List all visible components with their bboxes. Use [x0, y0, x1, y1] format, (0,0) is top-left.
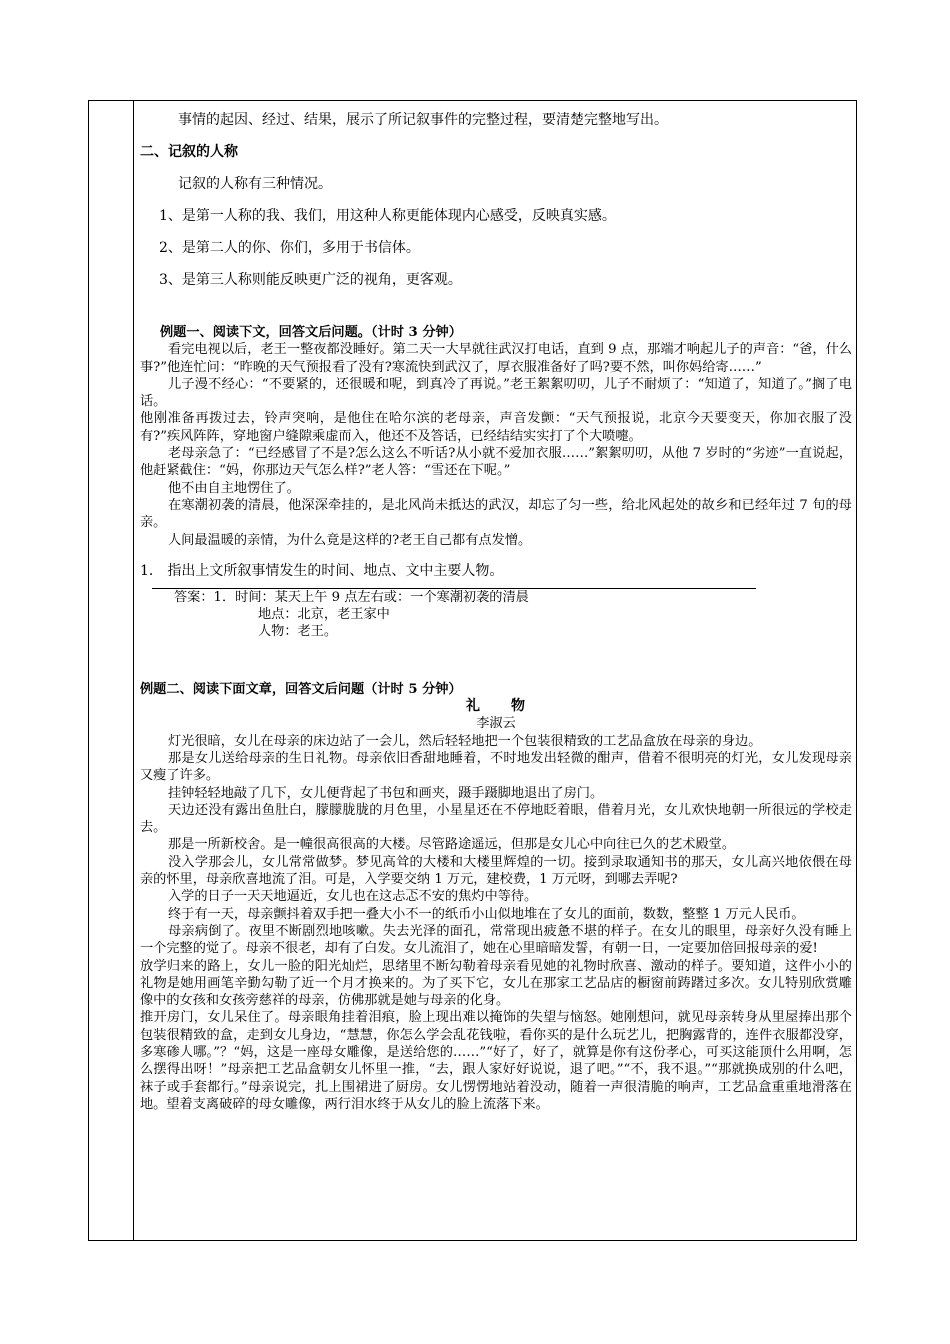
- story-paragraph: 那是一所新校舍。是一幢很高很高的大楼。尽管路途遥远，但那是女儿心中向往已久的艺术殿堂。: [168, 837, 736, 853]
- section1-line: 事情的起因、经过、结果，展示了所记叙事件的完整过程，要清楚完整地写出。: [178, 112, 668, 128]
- answer-time: 答案：1．时间：某天上午 9 点左右或：一个寒潮初袭的清晨: [174, 589, 529, 605]
- story-paragraph: 天边还没有露出鱼肚白，朦朦胧胧的月色里，小星星还在不停地眨着眼，借着月光，女儿欢快地朝一所很远的学校走去。: [140, 802, 852, 836]
- section2-item-3: 3、是第三人称则能反映更广泛的视角，更客观。: [159, 272, 462, 288]
- example1-paragraph: 看完电视以后，老王一整夜都没睡好。第二天一大早就往武汉打电话，直到 9 点，那端才响起儿子的声音：“爸，什么事?”他连忙问：“昨晚的天气预报看了没有?寒流快到武汉了，厚衣服准备好了吗?要不然，叫你妈给寄……”: [140, 342, 852, 375]
- story-paragraph: 没入学那会儿，女儿常常做梦。梦见高耸的大楼和大楼里辉煌的一切。接到录取通知书的那天，女儿高兴地依偎在母亲的怀里，母亲欣喜地流了泪。可是，入学要交纳 1 万元，建校费，1 万元呀，到哪去弄呢?: [140, 854, 852, 888]
- story-paragraph: 推开房门，女儿呆住了。母亲眼角挂着泪痕，脸上现出难以掩饰的失望与恼怒。她刚想问，就见母亲转身从里屋捧出那个包装很精致的盒，走到女儿身边，“慧慧，你怎么学会乱花钱啦，看你买的是什么玩艺儿，把胸露背的，连件衣服都没穿，多寒碜人哪。”？“妈，这是一座母女雕像，是送给您的……”“好了，好了，就算是你有这份孝心，可买这能顶什么用啊，怎么摆得出呀！”母亲把工艺品盒朝女儿怀里一推，“去，跟人家好好说说，退了吧。”“不，我不退。”“那就换成别的什么吧，袜子或手套都行。”母亲说完，扎上围裙进了厨房。女儿愣愣地站着没动，随着一声很清脆的响声，工艺品盒重重地滑落在地。望着支离破碎的母女雕像，两行泪水终于从女儿的脸上流落下来。: [140, 1010, 852, 1112]
- story-paragraph: 入学的日子一天天地逼近，女儿也在这忐忑不安的焦灼中等待。: [168, 889, 538, 905]
- story-title: 礼 物: [466, 698, 526, 715]
- example1-paragraph: 他不由自主地愣住了。: [168, 480, 300, 496]
- story-paragraph: 母亲病倒了。夜里不断剧烈地咳嗽。失去光泽的面孔，常常现出疲惫不堪的样子。在女儿的眼里，母亲好久没有睡上一个完整的觉了。母亲不很老，却有了白发。女儿流泪了，她在心里暗暗发誓，有朝一日，一定要加倍回报母亲的爱!: [140, 923, 852, 957]
- story-paragraph: 灯光很暗，女儿在母亲的床边站了一会儿，然后轻轻地把一个包装很精致的工艺品盒放在母亲的身边。: [168, 733, 762, 749]
- example1-paragraph: 他刚准备再拨过去，铃声突响，是他住在哈尔滨的老母亲，声音发颤：“天气预报说，北京今天要变天，你加衣服了没有?”疾风阵阵，穿地窗户缝隙乘虚而入，他还不及答话，已经结结实实打了个大喷嚏。: [140, 411, 852, 444]
- story-paragraph: 放学归来的路上，女儿一脸的阳光灿烂，思绪里不断勾勒着母亲看见她的礼物时欣喜、激动的样子。要知道，这件小小的礼物是她用画笔辛勤勾勒了近一个月才换来的。为了买下它，女儿在那家工艺品店的橱窗前踌躇过多次。女儿特别欣赏雕像中的女孩和女孩旁慈祥的母亲，仿佛那就是她与母亲的化身。: [140, 958, 852, 1009]
- example1-question: 1． 指出上文所叙事情发生的时间、地点、文中主要人物。: [140, 562, 504, 579]
- example1-paragraph: 人间最温暖的亲情，为什么竟是这样的?老王自己都有点发憎。: [168, 532, 532, 548]
- story-paragraph: 挂钟轻轻地敲了几下，女儿便背起了书包和画夹，蹑手蹑脚地退出了房门。: [168, 785, 604, 801]
- example1-paragraph: 儿子漫不经心：“不要紧的，还很暖和呢，到真冷了再说。”老王絮絮叨叨，儿子不耐烦了：“知道了，知道了。”搁了电话。: [140, 376, 852, 410]
- answer-person: 人物：老王。: [258, 624, 338, 640]
- example1-heading: 例题一、阅读下文，回答文后问题。（计时 3 分钟）: [160, 325, 462, 340]
- example2-heading: 例题二、阅读下面文章，回答文后问题（计时 5 分钟）: [140, 681, 462, 697]
- story-paragraph: 那是女儿送给母亲的生日礼物。母亲依旧香甜地睡着，不时地发出轻微的酣声，借着不很明亮的灯光，女儿发现母亲又瘦了许多。: [140, 750, 852, 784]
- section2-item-1: 1、是第一人称的我、我们，用这种人称更能体现内心感受，反映真实感。: [159, 208, 616, 224]
- example1-paragraph: 老母亲急了：“已经感冒了不是?怎么这么不听话?从小就不爱加衣服……”絮絮叨叨，从他 7 岁时的“劣迹”一直说起，他赶紧截住：“妈，你那边天气怎么样?”老人答：“雪还在下呢。”: [140, 446, 852, 479]
- section2-intro: 记叙的人称有三种情况。: [178, 176, 332, 192]
- answer-place: 地点：北京，老王家中: [258, 607, 390, 623]
- section2-item-2: 2、是第二人的你、你们，多用于书信体。: [159, 240, 420, 256]
- story-author: 李淑云: [476, 716, 516, 732]
- example1-paragraph: 在寒潮初袭的清晨，他深深牵挂的，是北风尚未抵达的武汉，却忘了匀一些，给北风起处的故乡和已经年过 7 旬的母亲。: [140, 497, 852, 531]
- document-body: [140, 104, 852, 1113]
- column-divider: [133, 100, 134, 1241]
- story-paragraph: 终于有一天，母亲颤抖着双手把一叠大小不一的纸币小山似地堆在了女儿的面前，数数，整整 1 万元人民币。: [168, 906, 805, 922]
- section2-heading: 二、记叙的人称: [140, 144, 238, 160]
